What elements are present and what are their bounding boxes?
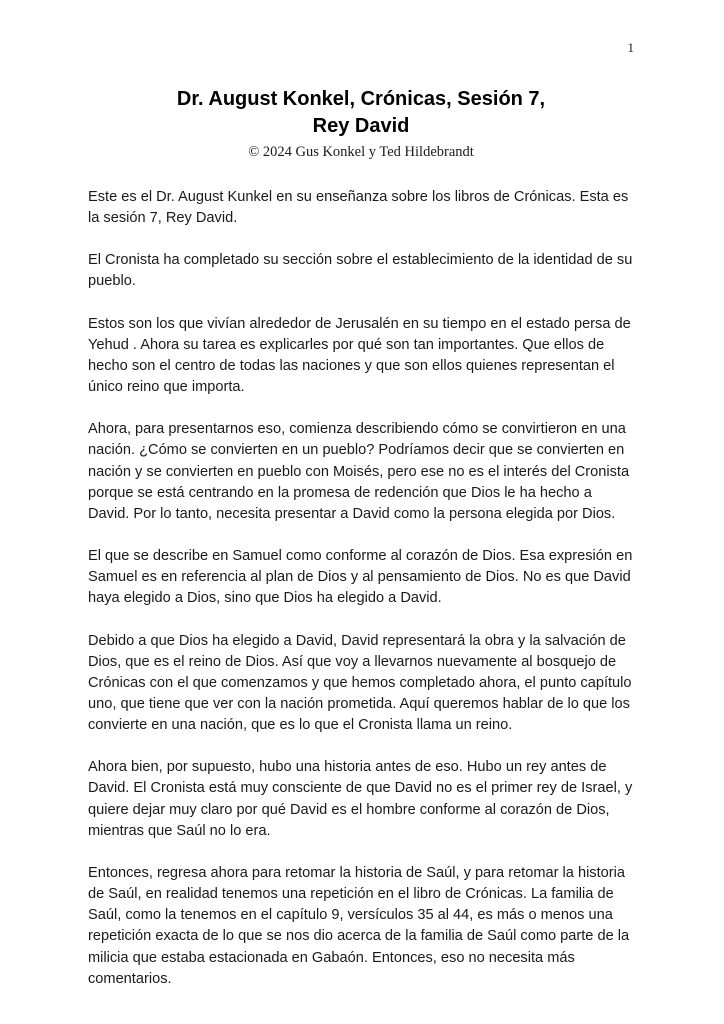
paragraph: Debido a que Dios ha elegido a David, David representará la obra y la salvación de Dios, que es el reino de Dios. Así que voy a llevarnos nuevamente al bosquejo de Crónicas con el que comenzamos y que hemos completado ahora, el punto capítulo uno, que tiene que ver con la nación prometida. Aquí queremos hablar de lo que los convierte en una nación, que es lo que el Cronista llama un reino. <box>88 632 632 734</box>
paragraph: Entonces, regresa ahora para retomar la historia de Saúl, y para retomar la historia de Saúl, en realidad tenemos una repetición en el libro de Crónicas. La familia de Saúl, como la tenemos en el capítulo 9, versículos 35 al 44, es más o menos una repetición exacta de lo que se nos dio acerca de la familia de Saúl como parte de la milicia que estaba estacionada en Gabaón. Entonces, eso no necesita más comentarios. <box>88 864 630 987</box>
document-title-line-2: Rey David <box>312 115 410 137</box>
paragraph: El Cronista ha completado su sección sobre el establecimiento de la identidad de su pueblo. <box>88 252 633 290</box>
paragraph: Estos son los que vivían alrededor de Jerusalén en su tiempo en el estado persa de Yehud . Ahora su tarea es explicarles por qué son tan importantes. Que ellos de hecho son el centro de todas las naciones y que son ellos quienes representan el único reino que importa. <box>88 315 631 396</box>
page-number: 1 <box>627 40 634 55</box>
body-text <box>88 187 634 990</box>
title-block <box>88 86 634 161</box>
paragraph: Ahora, para presentarnos eso, comienza describiendo cómo se convirtieron en una nación. ¿Cómo se convierten en un pueblo? Podríamos decir que se convierten en nación y se convierten en pueblo con Moisés, pero ese no es el interés del Cronista porque se está centrando en la promesa de redención que Dios le ha hecho a David. Por lo tanto, necesita presentar a David como la persona elegida por Dios. <box>88 421 630 522</box>
copyright-line: © 2024 Gus Konkel y Ted Hildebrandt <box>248 144 474 160</box>
paragraph: El que se describe en Samuel como conforme al corazón de Dios. Esa expresión en Samuel es en referencia al plan de Dios y al pensamiento de Dios. No es que David haya elegido a Dios, sino que Dios ha elegido a David. <box>88 548 633 607</box>
paragraph: Este es el Dr. August Kunkel en su enseñanza sobre los libros de Crónicas. Esta es la sesión 7, Rey David. <box>88 189 629 227</box>
document-title-line-1: Dr. August Konkel, Crónicas, Sesión 7, <box>176 88 546 110</box>
paragraph: Ahora bien, por supuesto, hubo una historia antes de eso. Hubo un rey antes de David. El Cronista está muy consciente de que David no es el primer rey de Israel, y quiere dejar muy claro por qué David es el hombre conforme al corazón de Dios, mientras que Saúl no lo era. <box>88 759 633 839</box>
